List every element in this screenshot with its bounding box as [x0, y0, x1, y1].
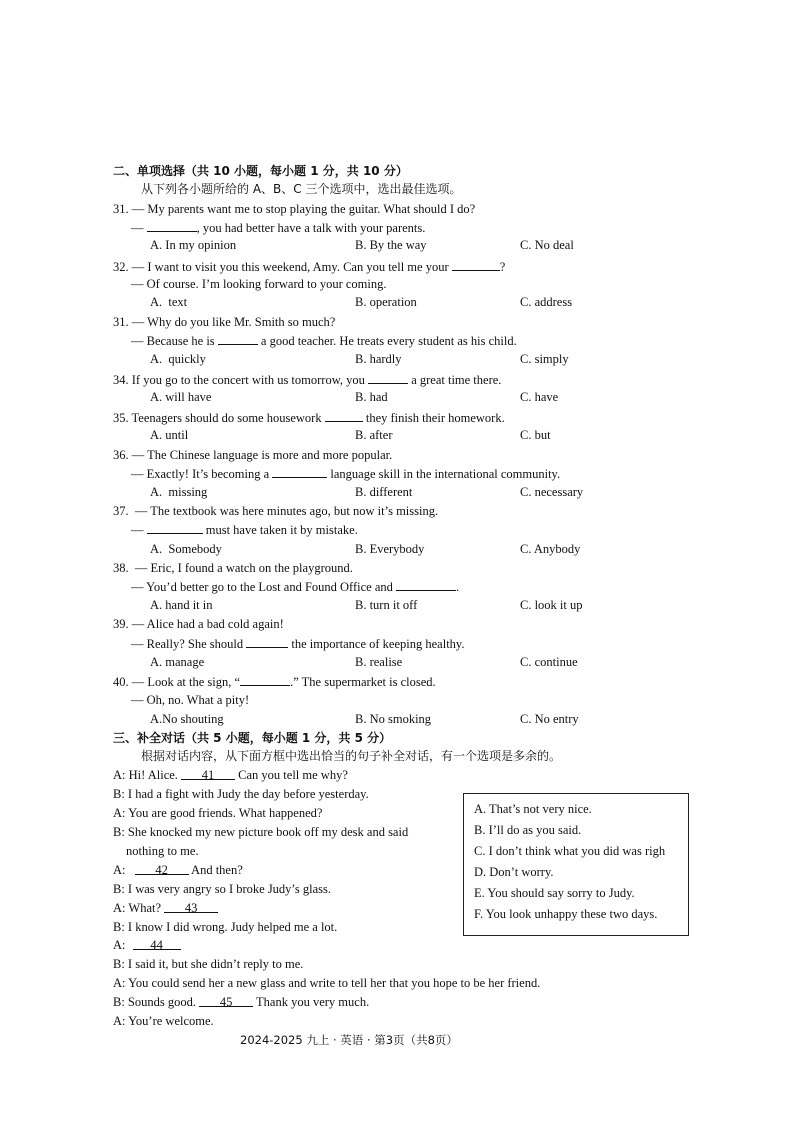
answer-blank [368, 371, 408, 384]
answer-blank [325, 409, 363, 422]
section-2-instruction: 从下列各小题所给的 A、B、C 三个选项中，选出最佳选项。 [141, 182, 462, 196]
question-37-line2: — must have taken it by mistake. [131, 523, 358, 537]
option-b: B. No smoking [355, 712, 432, 726]
question-37-line1: 37. — The textbook was here minutes ago, but now it’s missing. [113, 504, 439, 518]
option-a: A. In my opinion [150, 238, 237, 252]
option-b: B. hardly [355, 352, 402, 366]
section-2-title: 二、单项选择（共 10 小题，每小题 1 分，共 10 分） [113, 164, 408, 178]
answer-blank [272, 465, 327, 478]
option-item-e: E. You should say sorry to Judy. [474, 886, 635, 900]
answer-blank [396, 578, 456, 591]
answer-blank [147, 521, 203, 534]
dialogue-line: B: Sounds good. 45 Thank you very much. [113, 995, 370, 1009]
question-31-line1: 31. — My parents want me to stop playing the guitar. What should I do? [113, 202, 476, 216]
answer-blank [452, 258, 500, 271]
question-40-line1: 40. — Look at the sign, “ .” The supermarket is closed. [113, 675, 436, 689]
answer-blank [240, 673, 290, 686]
question-33-line1: 31. — Why do you like Mr. Smith so much? [113, 315, 336, 329]
section-3-instruction: 根据对话内容，从下面方框中选出恰当的句子补全对话，有一个选项是多余的。 [141, 749, 562, 763]
option-b: B. different [355, 485, 413, 499]
question-32-line1: 32. — I want to visit you this weekend, Amy. Can you tell me your ? [113, 260, 506, 274]
question-39-line1: 39. — Alice had a bad cold again! [113, 617, 284, 631]
dialogue-line: A: You are good friends. What happened? [113, 806, 323, 820]
question-33-line2: — Because he is a good teacher. He treats every student as his child. [131, 334, 517, 348]
option-a: A. Somebody [150, 542, 222, 556]
option-a: A. until [150, 428, 189, 442]
question-40-line2: — Oh, no. What a pity! [131, 693, 250, 707]
option-b: B. had [355, 390, 388, 404]
option-c: C. have [520, 390, 559, 404]
option-item-d: D. Don’t worry. [474, 865, 554, 879]
question-32-line2: — Of course. I’m looking forward to your coming. [131, 277, 387, 291]
answer-blank [218, 332, 258, 345]
dialogue-line: B: I was very angry so I broke Judy’s glass. [113, 882, 332, 896]
dialogue-line: B: I had a fight with Judy the day before yesterday. [113, 787, 369, 801]
option-a: A. manage [150, 655, 205, 669]
answer-blank-44: 44 [133, 937, 181, 950]
question-35-line1: 35. Teenagers should do some housework they finish their homework. [113, 411, 505, 425]
option-b: B. operation [355, 295, 417, 309]
option-a: A. will have [150, 390, 212, 404]
answer-blank-45: 45 [199, 994, 253, 1007]
option-c: C. No deal [520, 238, 574, 252]
dialogue-line: A: You’re welcome. [113, 1014, 214, 1028]
option-c: C. continue [520, 655, 578, 669]
answer-blank-43: 43 [164, 900, 218, 913]
option-a: A. hand it in [150, 598, 213, 612]
option-c: C. necessary [520, 485, 584, 499]
answer-blank [147, 219, 197, 232]
option-c: C. but [520, 428, 551, 442]
question-36-line1: 36. — The Chinese language is more and more popular. [113, 448, 393, 462]
dialogue-line: A: You could send her a new glass and write to tell her that you hope to be her friend. [113, 976, 541, 990]
answer-blank [246, 635, 288, 648]
dialogue-line: A: What? 43 [113, 900, 218, 916]
option-a: A. text [150, 295, 188, 309]
dialogue-line: B: She knocked my new picture book off my desk and said [113, 825, 409, 839]
question-39-line2: — Really? She should the importance of keeping healthy. [131, 637, 465, 651]
option-item-a: A. That’s not very nice. [474, 802, 592, 816]
question-38-line2: — You’d better go to the Lost and Found Office and . [131, 580, 460, 594]
option-c: C. No entry [520, 712, 579, 726]
option-b: B. By the way [355, 238, 427, 252]
option-item-f: F. You look unhappy these two days. [474, 907, 658, 921]
option-b: B. realise [355, 655, 403, 669]
question-31-line2: — , you had better have a talk with your parents. [131, 221, 426, 235]
question-38-line1: 38. — Eric, I found a watch on the playground. [113, 561, 353, 575]
option-a: A.No shouting [150, 712, 224, 726]
option-item-c: C. I don’t think what you did was righ [474, 844, 666, 858]
option-c: C. look it up [520, 598, 583, 612]
option-c: C. simply [520, 352, 569, 366]
dialogue-line: B: I said it, but she didn’t reply to me. [113, 957, 304, 971]
dialogue-line: A: 44 [113, 937, 181, 953]
page-footer: 2024-2025 九上 · 英语 · 第3页（共8页） [240, 1033, 458, 1047]
question-36-line2: — Exactly! It’s becoming a language skill in the international community. [131, 467, 561, 481]
question-34-line1: 34. If you go to the concert with us tomorrow, you a great time there. [113, 373, 502, 387]
answer-blank-42: 42 [135, 862, 189, 875]
option-a: A. missing [150, 485, 208, 499]
option-b: B. Everybody [355, 542, 425, 556]
option-item-b: B. I’ll do as you said. [474, 823, 582, 837]
option-b: B. after [355, 428, 393, 442]
option-a: A. quickly [150, 352, 206, 366]
option-c: C. address [520, 295, 573, 309]
dialogue-line: A: 42 And then? [113, 863, 243, 877]
dialogue-line: A: Hi! Alice. 41 Can you tell me why? [113, 768, 348, 782]
option-c: C. Anybody [520, 542, 581, 556]
dialogue-line: nothing to me. [126, 844, 199, 858]
option-b: B. turn it off [355, 598, 418, 612]
dialogue-line: B: I know I did wrong. Judy helped me a lot. [113, 920, 338, 934]
section-3-title: 三、补全对话（共 5 小题，每小题 1 分，共 5 分） [113, 731, 392, 745]
options-box [463, 793, 689, 936]
answer-blank-41: 41 [181, 767, 235, 780]
